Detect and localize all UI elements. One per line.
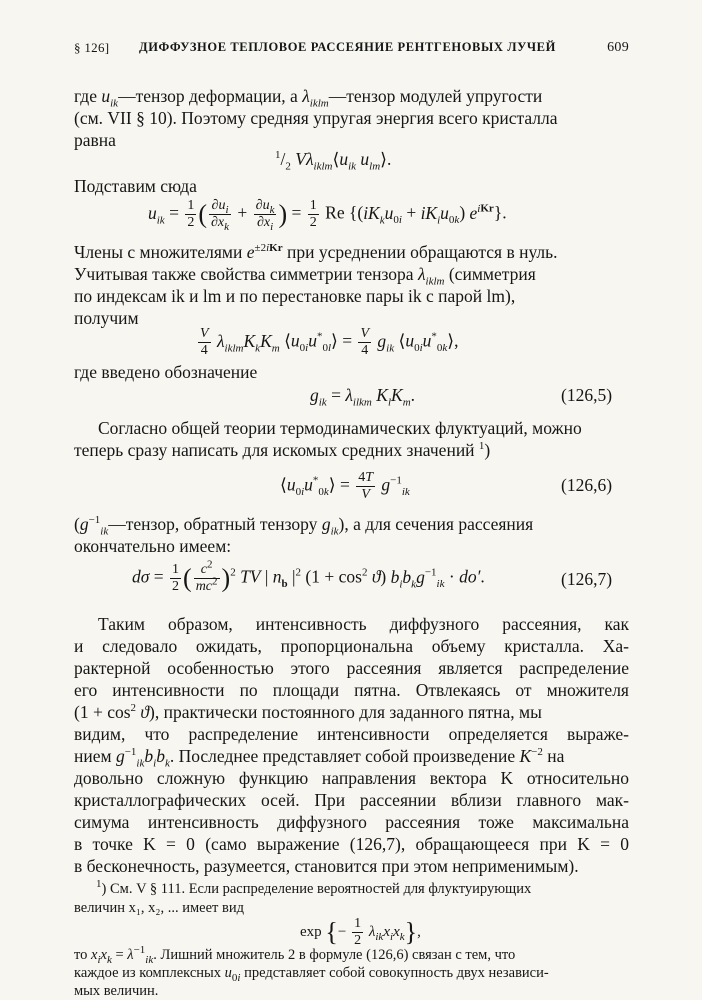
text-line: окончательно имеем: (74, 536, 232, 556)
averaged-energy-formula: $\frac{V}{4}$ $\lambda_{iklm}K_kK_m$ $⟨u_{0i}u^*_{0l}⟩$ = $\frac{V}{4}$ $g_{ik}$ $⟨u_{0i}u^*_{0k}⟩$, (200, 326, 459, 358)
text-line: Члены с множителями $e^{\pm 2iKr}$ при усреднении обращаются в нуль. (74, 242, 558, 262)
text-line: по индексам ik и lm и по перестановке пары ik с парой lm), (74, 286, 516, 306)
text-line: получим (74, 308, 139, 328)
text-line: видим, что распределение интенсивности определяется выраже- (74, 724, 629, 744)
text-line: нием $g^{-1}_{ik}b_ib_k$. Последнее представляет собой произведение $K^{-2}$ на (74, 746, 565, 770)
text-line: Согласно общей теории термодинамических флуктуаций, можно (98, 418, 582, 438)
footnote-line: то $x_ix_k = \lambda^{-1}_{ik}$. Лишний множитель 2 в формуле (126,6) связан с тем, что (74, 944, 516, 966)
equation-number: (126,7) (561, 569, 613, 589)
text-line: его интенсивности по площади пятна. Отвлекаясь от множителя (74, 680, 629, 700)
text-line: Подставим сюда (74, 176, 197, 196)
footnote-line: мых величин. (74, 983, 159, 999)
text-line: рактерной особенностью этого рассеяния является распределение (74, 658, 629, 678)
text-line: в точке K = 0 (само выражение (126,7), обращающееся при K = 0 (74, 834, 629, 854)
page-number: 609 (607, 40, 629, 55)
g-tensor-formula: $g_{ik} = \lambda_{ilkm}$ $K_lK_m$. (310, 385, 416, 409)
text-line: $(1 + \cos^2 ϑ)$, практически постоянного для заданного пятна, мы (74, 702, 542, 722)
text-line: где введено обозначение (74, 362, 258, 382)
text-line: (см. VII § 10). Поэтому средняя упругая энергия всего кристалла (74, 108, 558, 128)
text-line: где $u_{ik}—тензор$ деформации, а $\lambda_{iklm}—тензор$ модулей упругости (74, 86, 543, 110)
text-line: Таким образом, интенсивность диффузного рассеяния, как (98, 614, 629, 634)
footnote-line: величин x₁, x₂, ... имеет вид (74, 900, 244, 916)
section-reference: § 126] (74, 40, 110, 55)
text-line: теперь сразу написать для искомых средних значений $^1$) (74, 440, 491, 460)
equation-number: (126,6) (561, 475, 613, 495)
page-header (74, 40, 629, 60)
text-line: равна (74, 130, 116, 150)
running-title: ДИФФУЗНОЕ ТЕПЛОВОЕ РАССЕЯНИЕ РЕНТГЕНОВЫХ ЛУЧЕЙ (139, 40, 556, 54)
footnote-line: $^1$) См. V § 111. Если распределение вероятностей для флуктуирующих (96, 878, 532, 897)
text-line: и следовало ожидать, пропорциональна объему кристалла. Ха- (74, 636, 629, 656)
cross-section-formula: dσ = $\frac{1}{2}$ ( $\frac{c^2}{mc^2}$ )$^2$ TV | $n_b$ $|^2$ $(1 + \cos^2 ϑ)$ $b_ib_kg^{-1}_{ik} \cdot do'$. (132, 558, 485, 594)
text-line: в бесконечность, разумеется, становится при этом неприменимым). (74, 856, 579, 876)
strain-formula: $u_{ik}$ = $\frac{1}{2}$ ( $\frac{\partial u_i}{\partial x_k}$ + $\frac{\partial u_k}{\partial x_i}$ ) = $\frac{1}{2}$ Re {$(iK_ku_{0i} + iK_iu_{0k})$ $e^{iKr}$}. (148, 198, 507, 233)
text-line: кристаллографических осей. При рассеянии вблизи главного мак- (74, 790, 629, 810)
text-line: ($g^{-1}_{ik}—тензор$, обратный тензору $g_{ik}$), а для сечения рассеяния (74, 514, 534, 538)
footnote-formula: exp {− $\frac{1}{2}$ $\lambda_{ik}x_ix_k$}, (300, 916, 421, 948)
text-line: довольно сложную функцию направления вектора K относительно (74, 768, 629, 788)
energy-formula: $^1/_2$ $V\lambda_{iklm}⟨u_{ik}$ $u_{lm}⟩$. (275, 149, 392, 173)
text-line: симума интенсивность диффузного рассеяния тоже максимальна (74, 812, 629, 832)
footnote-line: каждое из комплексных $u_{0i}$ представляет собой совокупность двух независи- (74, 965, 549, 984)
fluctuation-formula: $⟨u_{0i}u^*_{0k}⟩$ = $\frac{4T}{V}$ $g^{-1}_{ik}$ (280, 470, 410, 502)
equation-number: (126,5) (561, 385, 613, 405)
text-line: Учитывая также свойства симметрии тензора $\lambda_{iklm}$ (симметрия (74, 264, 536, 288)
